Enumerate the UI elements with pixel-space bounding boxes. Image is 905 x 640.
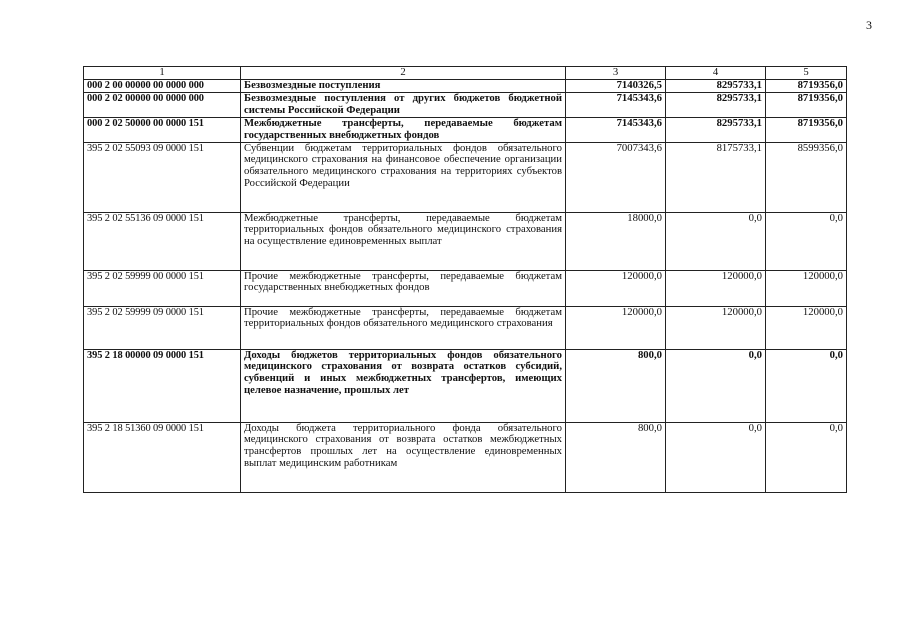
budget-code-cell: 395 2 02 55093 09 0000 151 — [84, 142, 241, 212]
revenue-name-cell: Доходы бюджетов территориальных фондов обязательного медицинского страхования от возврата остатков субсидий, субвенций и иных межбюджетных трансфертов, имеющих целевое назначение, прошлых лет — [241, 349, 566, 422]
table-row — [84, 142, 847, 212]
revenue-name-cell: Межбюджетные трансферты, передаваемые бюджетам территориальных фондов обязательного медицинского страхования на осуществление единовременных выплат — [241, 212, 566, 270]
amount-cell: 8175733,1 — [666, 142, 766, 212]
budget-code-cell: 395 2 02 59999 09 0000 151 — [84, 306, 241, 349]
amount-cell: 8295733,1 — [666, 80, 766, 93]
amount-cell: 120000,0 — [666, 306, 766, 349]
amount-cell: 0,0 — [666, 349, 766, 422]
revenue-name-cell: Безвозмездные поступления от других бюджетов бюджетной системы Российской Федерации — [241, 93, 566, 118]
table-header-row — [84, 67, 847, 80]
amount-cell: 120000,0 — [666, 270, 766, 306]
revenue-name-cell: Прочие межбюджетные трансферты, передаваемые бюджетам территориальных фондов обязательного медицинского страхования — [241, 306, 566, 349]
amount-cell: 8295733,1 — [666, 93, 766, 118]
amount-cell: 0,0 — [666, 212, 766, 270]
budget-code-cell: 395 2 18 51360 09 0000 151 — [84, 422, 241, 492]
amount-cell: 8719356,0 — [766, 80, 847, 93]
table-row — [84, 118, 847, 143]
revenue-name-cell: Межбюджетные трансферты, передаваемые бюджетам государственных внебюджетных фондов — [241, 118, 566, 143]
amount-cell: 7007343,6 — [566, 142, 666, 212]
budget-code-cell: 000 2 02 00000 00 0000 000 — [84, 93, 241, 118]
table-row — [84, 212, 847, 270]
amount-cell: 120000,0 — [566, 306, 666, 349]
amount-cell: 120000,0 — [566, 270, 666, 306]
amount-cell: 8295733,1 — [666, 118, 766, 143]
amount-cell: 120000,0 — [766, 270, 847, 306]
amount-cell: 8599356,0 — [766, 142, 847, 212]
budget-code-cell: 000 2 02 50000 00 0000 151 — [84, 118, 241, 143]
column-header: 5 — [766, 67, 847, 80]
budget-code-cell: 395 2 18 00000 09 0000 151 — [84, 349, 241, 422]
amount-cell: 0,0 — [766, 349, 847, 422]
amount-cell: 800,0 — [566, 422, 666, 492]
amount-cell: 7145343,6 — [566, 93, 666, 118]
revenue-name-cell: Доходы бюджета территориального фонда обязательного медицинского страхования от возврата остатков межбюджетных трансфертов прошлых лет на осуществление единовременных выплат медицинским работникам — [241, 422, 566, 492]
column-header: 2 — [241, 67, 566, 80]
amount-cell: 18000,0 — [566, 212, 666, 270]
table-row — [84, 270, 847, 306]
column-header: 4 — [666, 67, 766, 80]
amount-cell: 0,0 — [766, 212, 847, 270]
amount-cell: 8719356,0 — [766, 118, 847, 143]
revenue-name-cell: Безвозмездные поступления — [241, 80, 566, 93]
revenue-name-cell: Прочие межбюджетные трансферты, передаваемые бюджетам государственных внебюджетных фондов — [241, 270, 566, 306]
table-row — [84, 80, 847, 93]
budget-code-cell: 395 2 02 59999 00 0000 151 — [84, 270, 241, 306]
column-header: 1 — [84, 67, 241, 80]
revenue-name-cell: Субвенции бюджетам территориальных фондов обязательного медицинского страхования на финансовое обеспечение организации обязательного медицинского страхования на территориях субъектов Российской Федерации — [241, 142, 566, 212]
amount-cell: 0,0 — [666, 422, 766, 492]
table-row — [84, 93, 847, 118]
amount-cell: 0,0 — [766, 422, 847, 492]
amount-cell: 800,0 — [566, 349, 666, 422]
table-row — [84, 422, 847, 492]
budget-code-cell: 395 2 02 55136 09 0000 151 — [84, 212, 241, 270]
table-row — [84, 306, 847, 349]
amount-cell: 7140326,5 — [566, 80, 666, 93]
amount-cell: 120000,0 — [766, 306, 847, 349]
amount-cell: 8719356,0 — [766, 93, 847, 118]
page-number: 3 — [866, 18, 872, 32]
budget-code-cell: 000 2 00 00000 00 0000 000 — [84, 80, 241, 93]
column-header: 3 — [566, 67, 666, 80]
table-row — [84, 349, 847, 422]
budget-revenue-table — [83, 66, 847, 493]
amount-cell: 7145343,6 — [566, 118, 666, 143]
